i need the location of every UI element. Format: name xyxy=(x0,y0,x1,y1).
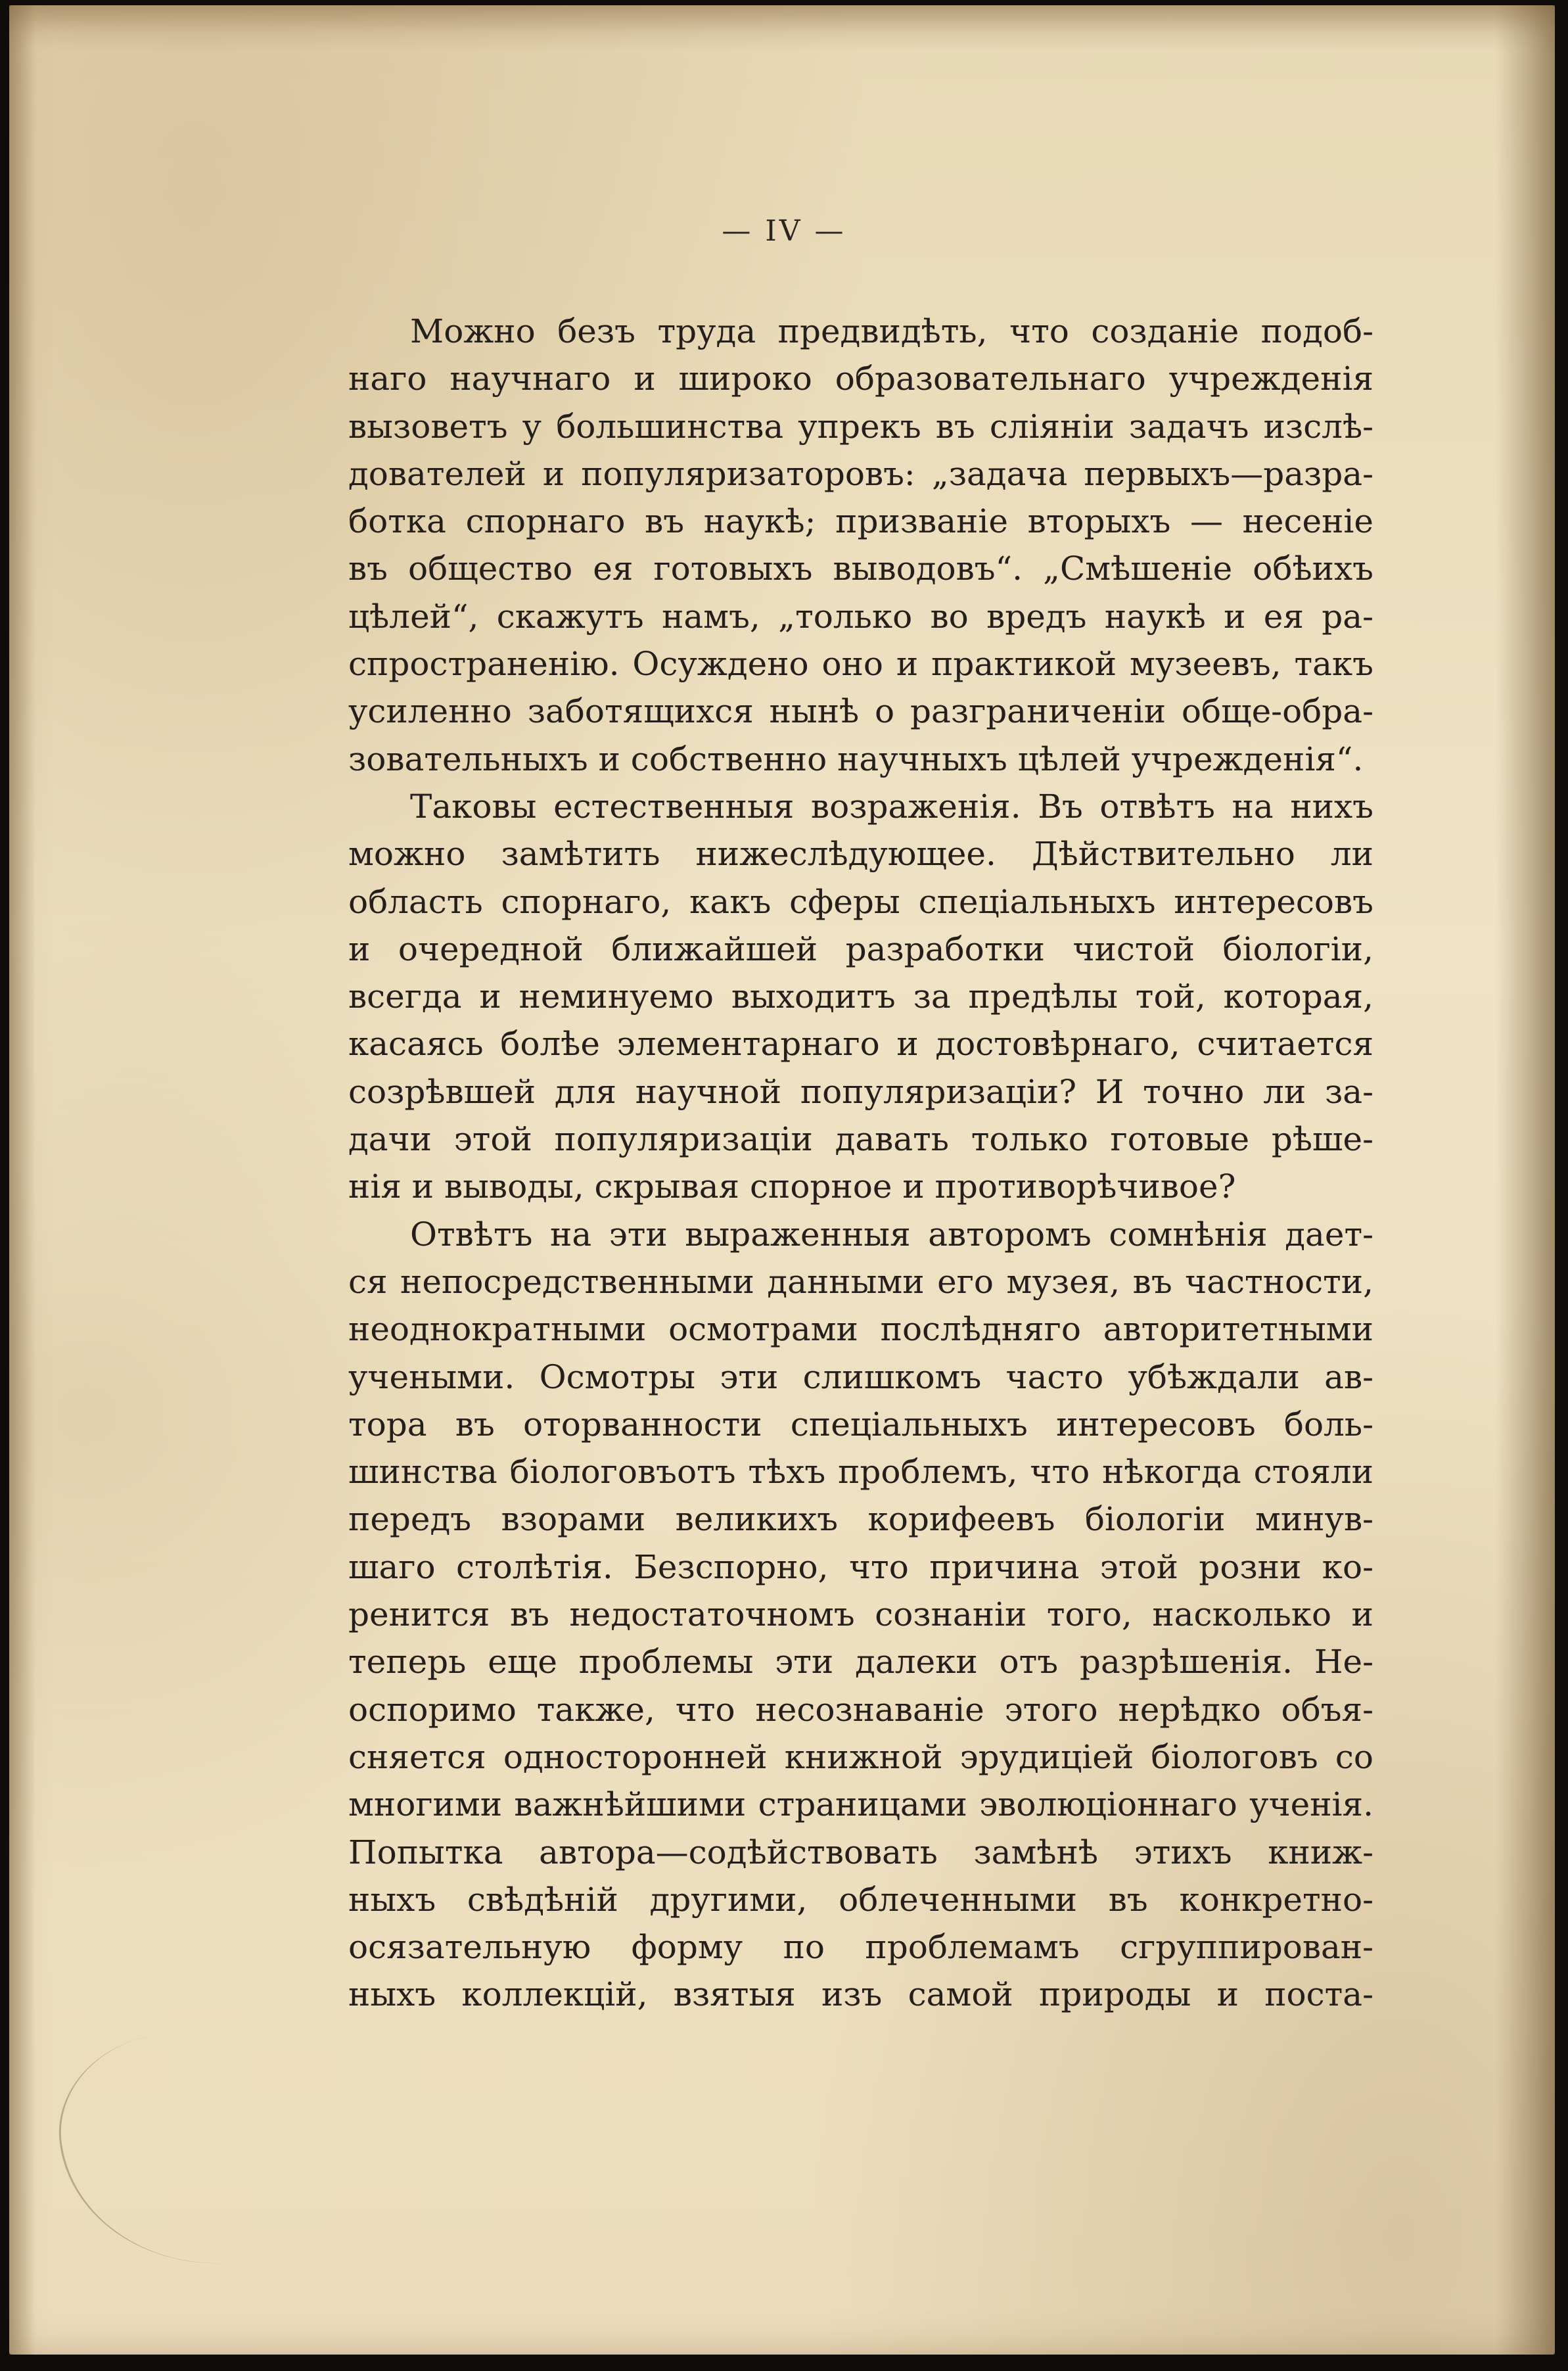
text-line: нія и выводы, скрывая спорное и противорѣчивое? xyxy=(348,1167,1236,1206)
text-line: шаго столѣтія. Безспорно, что причина этой розни ко- xyxy=(348,1547,1373,1586)
text-line: цѣлей“, скажутъ намъ, „только во вредъ наукѣ и ея ра- xyxy=(348,597,1373,636)
text-line: Таковы естественныя возраженія. Въ отвѣтъ на нихъ xyxy=(410,787,1373,826)
text-line: многими важнѣйшими страницами эволюціоннаго ученія. xyxy=(348,1785,1373,1824)
text-line: тора въ оторванности спеціальныхъ интересовъ боль- xyxy=(348,1405,1373,1444)
text-line: Отвѣтъ на эти выраженныя авторомъ сомнѣнія дает- xyxy=(410,1215,1373,1254)
text-line: усиленно заботящихся нынѣ о разграниченіи обще-обра- xyxy=(348,692,1373,731)
text-line: неоднократными осмотрами послѣдняго авторитетными xyxy=(348,1310,1373,1349)
page-number: — IV — xyxy=(722,214,846,248)
text-line: и очередной ближайшей разработки чистой біологіи, xyxy=(348,929,1373,968)
text-line: передъ взорами великихъ корифеевъ біологіи минув- xyxy=(348,1500,1373,1539)
text-line: шинства біологовъотъ тѣхъ проблемъ, что нѣкогда стояли xyxy=(348,1453,1373,1491)
text-line: сняется односторонней книжной эрудиціей біологовъ со xyxy=(348,1737,1373,1776)
text-line: зовательныхъ и собственно научныхъ цѣлей учрежденія“. xyxy=(348,739,1364,778)
text-line: Попытка автора—содѣйствовать замѣнѣ этихъ книж- xyxy=(348,1833,1373,1871)
paper-left-edge xyxy=(9,5,35,2355)
paper-crease xyxy=(47,2011,355,2284)
paragraph xyxy=(348,308,1373,783)
text-line: осязательную форму по проблемамъ сгруппирован- xyxy=(348,1928,1373,1967)
text-line: дачи этой популяризаціи давать только готовые рѣше- xyxy=(348,1120,1373,1159)
paper-right-edge xyxy=(1496,5,1555,2355)
text-line: теперь еще проблемы эти далеки отъ разрѣшенія. Не- xyxy=(348,1643,1373,1681)
text-line: оспоримо также, что несознаваніе этого нерѣдко объя- xyxy=(348,1690,1373,1729)
text-line: всегда и неминуемо выходитъ за предѣлы той, которая, xyxy=(348,977,1373,1016)
text-line: ныхъ коллекцій, взятыя изъ самой природы и поста- xyxy=(348,1975,1373,2014)
body-text xyxy=(348,308,1373,2019)
text-line: вызоветъ у большинства упрекъ въ сліяніи задачъ изслѣ- xyxy=(348,407,1373,446)
text-line: въ общество ея готовыхъ выводовъ“. „Смѣшеніе обѣихъ xyxy=(348,550,1373,588)
text-line: ся непосредственными данными его музея, въ частности, xyxy=(348,1262,1373,1301)
text-line: ренится въ недостаточномъ сознаніи того, насколько и xyxy=(348,1595,1373,1634)
text-line: наго научнаго и широко образовательнаго учрежденія xyxy=(348,360,1373,398)
text-line: касаясь болѣе элементарнаго и достовѣрнаго, считается xyxy=(348,1025,1373,1064)
text-line: учеными. Осмотры эти слишкомъ часто убѣждали ав- xyxy=(348,1357,1373,1396)
text-line: спространенію. Осуждено оно и практикой музеевъ, такъ xyxy=(348,645,1373,684)
text-line: можно замѣтить нижеслѣдующее. Дѣйствительно ли xyxy=(348,835,1373,874)
paragraph xyxy=(348,783,1373,1211)
text-line: область спорнаго, какъ сферы спеціальныхъ интересовъ xyxy=(348,882,1373,921)
text-line: ныхъ свѣдѣній другими, облеченными въ конкретно- xyxy=(348,1880,1373,1919)
text-line: Можно безъ труда предвидѣть, что созданіе подоб- xyxy=(410,312,1373,350)
text-line: дователей и популяризаторовъ: „задача первыхъ—разра- xyxy=(348,454,1373,493)
text-line: ботка спорнаго въ наукѣ; призваніе вторыхъ — несеніе xyxy=(348,502,1373,541)
text-line: созрѣвшей для научной популяризаціи? И точно ли за- xyxy=(348,1072,1373,1111)
paragraph xyxy=(348,1211,1373,2019)
paper-top-fold xyxy=(9,5,1555,51)
